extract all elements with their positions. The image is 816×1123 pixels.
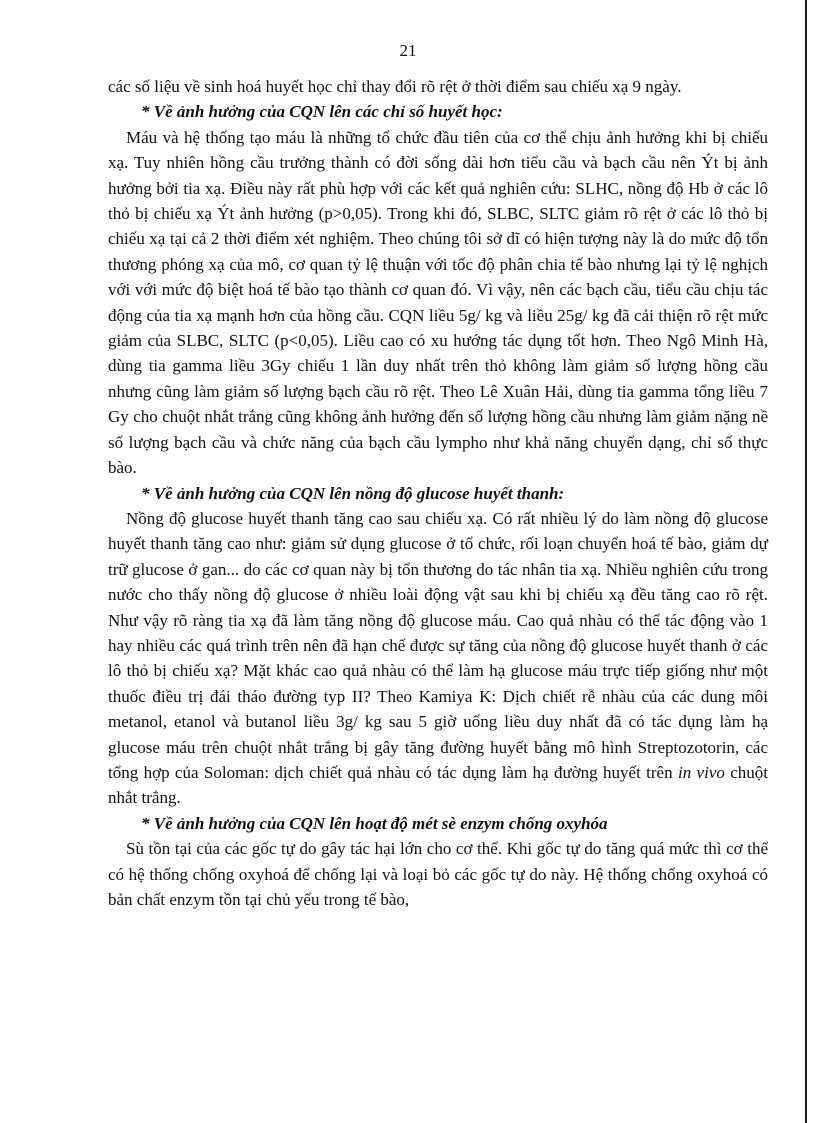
section-heading-hematology: * Về ảnh hưởng của CQN lên các chỉ số huyết học: — [141, 102, 503, 122]
page-number: 21 — [399, 41, 417, 60]
page-border — [805, 0, 807, 1123]
paragraph-glucose — [108, 506, 768, 811]
paragraph-enzyme: Sù tồn tại của các gốc tự do gây tác hại lớn cho cơ thể. Khi gốc tự do tăng quá mức thì cơ thể có hệ thống chống oxyhoá để chống lại và loại bỏ các gốc tự do này. Hệ thống chống oxyhoá có bản chất enzym tồn tại chủ yếu trong tế bào, — [108, 839, 768, 909]
paragraph-hematology: Máu và hệ thống tạo máu là những tổ chức đầu tiên của cơ thể chịu ảnh hưởng khi bị chiếu xạ. Tuy nhiên hồng cầu trưởng thành có đời sống dài hơn tiểu cầu và bạch cầu nên Ýt bị ảnh hưởng bởi tia xạ. Điều này rất phù hợp với các kết quả nghiên cứu: SLHC, nồng độ Hb ở các lô thỏ bị chiếu xạ Ýt ảnh hưởng (p>0,05). Trong khi đó, SLBC, SLTC giảm rõ rệt ở các lô thỏ bị chiếu xạ tại cả 2 thời điểm xét nghiệm. Theo chúng tôi sở dĩ có hiện tượng này là do mức độ tổn thương phóng xạ của mô, cơ quan tỷ lệ thuận với tốc độ phân chia tế bào nhưng lại tỷ lệ nghịch với với mức độ biệt hoá tế bào tạo thành cơ quan đó. Vì vậy, nên các bạch cầu, tiểu cầu chịu tác động của tia xạ mạnh hơn của hồng cầu. CQN liều 5g/ kg và liều 25g/ kg đã cải thiện rõ rệt mức giảm của SLBC, SLTC (p<0,05). Liều cao có xu hướng tác dụng tốt hơn. Theo Ngô Minh Hà, dùng tia gamma liều 3Gy chiếu 1 lần duy nhất trên thỏ không làm giảm số lượng hồng cầu nhưng cũng làm giảm số lượng bạch cầu rõ rệt. Theo Lê Xuân Hải, dùng tia gamma tổng liều 7 Gy cho chuột nhắt trắng cũng không ảnh hưởng đến số lượng hồng cầu nhưng làm giảm nặng nề số lượng bạch cầu và chức năng của bạch cầu lympho như khả năng chuyển dạng, chỉ số thực bào. — [108, 127, 768, 478]
paragraph-continuation: các số liệu về sinh hoá huyết học chỉ thay đổi rõ rệt ở thời điểm sau chiếu xạ 9 ngày. — [108, 77, 682, 96]
section-heading-glucose: * Về ảnh hưởng của CQN lên nồng độ glucose huyết thanh: — [141, 483, 565, 503]
section-heading-enzyme: * Về ảnh hưởng của CQN lên hoạt độ mét sè enzym chống oxyhóa — [141, 813, 608, 833]
page-content — [108, 74, 768, 912]
paragraph-glucose-end: chuột nhắt trắng. — [108, 762, 769, 808]
in-vivo-term: in vivo — [677, 762, 725, 782]
paragraph-glucose-text: Nồng độ glucose huyết thanh tăng cao sau chiếu xạ. Có rất nhiều lý do làm nồng độ glucose huyết thanh tăng cao như: giảm sử dụng glucose ở tổ chức, rối loạn chuyển hoá tế bào, giảm dự trữ glucose ở gan... do các cơ quan này bị tổn thương do tác nhân tia xạ. Nhiều nghiên cứu trong nước cho thấy nồng độ glucose ở nhiều loài động vật sau khi bị chiếu xạ đều tăng cao rõ rệt. Như vậy rõ ràng tia xạ đã làm tăng nồng độ glucose máu. Cao quả nhàu có thể tác động vào 1 hay nhiều các quá trình trên nên đã hạn chế được sự tăng của nồng độ glucose huyết thanh ở các lô thỏ bị chiếu xạ? Mặt khác cao quả nhàu có thể làm hạ glucose máu trực tiếp giống như một thuốc điều trị đái tháo đường typ II? Theo Kamiya K: Dịch chiết rễ nhàu của các dung môi metanol, etanol và butanol liều 3g/ kg sau 5 giờ uống liều duy nhất đã có tác dụng làm hạ glucose máu trên chuột nhắt trắng bị gây tăng đường huyết bằng mô hình Streptozotorin, các tổng hợp của Soloman: dịch chiết quả nhàu có tác dụng làm hạ đường huyết trên — [108, 508, 768, 782]
